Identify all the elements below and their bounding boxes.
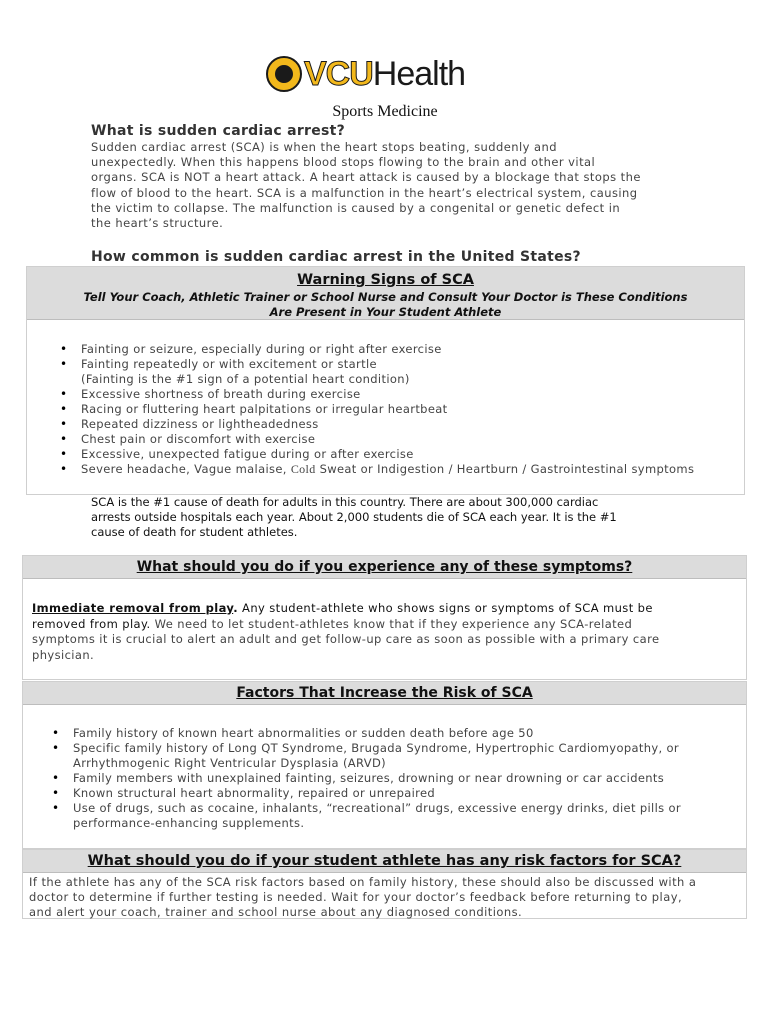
logo-vcu-text: VCU [304,55,373,93]
list-item [57,462,737,477]
heading-what-is-sca: What is sudden cardiac arrest? [91,123,346,139]
warning-signs-title: Warning Signs of SCA [297,272,474,288]
risk-action-title: What should you do if your student athlete has any risk factors for SCA? [87,853,682,869]
list-item-text: Fainting repeatedly or with excitement or startle [81,357,377,371]
list-item-text: Use of drugs, such as cocaine, inhalants, “recreational” drugs, excessive energy drinks, diet pills or [73,801,681,815]
symptoms-line: We need to let student-athletes know that if they experience any SCA-related [150,616,633,631]
symptoms-line: physician. [32,647,95,662]
vcu-health-logo [266,56,465,92]
risk-factors-title: Factors That Increase the Risk of SCA [236,685,533,701]
warning-subtitle-line: Are Present in Your Student Athlete [269,304,502,319]
list-item [49,726,739,741]
risk-factors-list [49,726,739,831]
stats-line: arrests outside hospitals each year. About 2,000 students die of SCA each year. It is the #1 [91,510,617,524]
page-subtitle: Sports Medicine [332,103,438,120]
list-item-text: performance-enhancing supplements. [73,816,305,830]
stats-line: SCA is the #1 cause of death for adults in this country. There are about 300,000 cardiac [91,495,599,509]
risk-factors-header [23,682,746,705]
list-item-text-cold: Cold [290,462,316,476]
risk-line: and alert your coach, trainer and school nurse about any diagnosed conditions. [29,905,523,919]
list-item-text: Family members with unexplained fainting, seizures, drowning or near drowning or car accidents [73,771,665,785]
stats-line: cause of death for student athletes. [91,525,298,539]
risk-factors-box [22,681,747,849]
risk-action-text [29,875,741,920]
symptoms-box [22,555,747,680]
list-item: • Repeated dizziness or lightheadedness [57,417,737,432]
risk-line: If the athlete has any of the SCA risk factors based on family history, these should also be discussed with a [29,875,697,889]
list-item-note: (Fainting is the #1 sign of a potential heart condition) [81,372,410,386]
warning-signs-header [27,267,744,320]
vcu-seal-icon [266,56,302,92]
list-item: • Racing or fluttering heart palpitations or irregular heartbeat [57,402,737,417]
symptoms-header [23,556,746,579]
symptoms-line: removed from play. [32,616,151,631]
list-item-text: Severe headache, Vague malaise, [81,462,291,476]
immediate-removal-lead: Immediate removal from play [32,601,234,615]
list-item [49,771,739,786]
warning-subtitle-line: Tell Your Coach, Athletic Trainer or School Nurse and Consult Your Doctor is These Conditions [83,290,688,304]
intro-line: the heart’s structure. [91,216,224,231]
warning-signs-box [26,266,745,495]
warning-signs-subtitle [27,290,744,319]
heading-how-common: How common is sudden cardiac arrest in the United States? [91,249,581,265]
logo-health-text: Health [372,55,466,93]
list-item: • Excessive shortness of breath during exercise [57,387,737,402]
symptoms-line: symptoms it is crucial to alert an adult and get follow-up care as soon as possible with a primary care [32,632,660,646]
list-item: • Excessive, unexpected fatigue during or after exercise [57,447,737,462]
list-item-text: Arrhythmogenic Right Ventricular Dysplasia (ARVD) [73,756,386,770]
list-item [49,786,739,801]
intro-line: Sudden cardiac arrest (SCA) is when the heart stops beating, suddenly and [91,140,558,154]
risk-line: doctor to determine if further testing is needed. Wait for your doctor’s feedback before returning to play, [29,890,683,904]
intro-line: organs. SCA is NOT a heart attack. A heart attack is caused by a blockage that stops the [91,170,641,185]
list-item-text: Sweat or Indigestion / Heartburn / Gastrointestinal symptoms [315,462,695,476]
list-item-text: Known structural heart abnormality, repaired or unrepaired [73,786,436,800]
stats-paragraph [91,495,711,540]
warning-signs-list [57,342,737,477]
risk-action-header [23,850,746,873]
list-item [57,357,737,387]
list-item: • Chest pain or discomfort with exercise [57,432,737,447]
intro-line: flow of blood to the heart. SCA is a malfunction in the heart’s electrical system, causing [91,185,638,200]
list-item-text: Family history of known heart abnormalities or sudden death before age 50 [73,726,534,740]
intro-line: the victim to collapse. The malfunction is caused by a congenital or genetic defect in [91,200,621,215]
list-item [49,801,739,831]
symptoms-title: What should you do if you experience any of these symptoms? [136,559,633,575]
intro-line: unexpectedly. When this happens blood stops flowing to the brain and other vital [91,155,596,170]
list-item [49,741,739,771]
risk-action-box [22,849,747,919]
symptoms-line: Any student-athlete who shows signs or symptoms of SCA must be [238,601,653,615]
list-item: • Fainting or seizure, especially during or right after exercise [57,342,737,357]
symptoms-text: Immediate removal from play. Any student-athlete who shows signs or symptoms of SCA must be removed from play. We need to let student-athletes know that if they experience any SCA-related symptoms it is crucial to alert an adult and get follow-up care as soon as possible with a primary care physician. [32,601,732,663]
intro-paragraph [91,140,691,231]
list-item-text: Specific family history of Long QT Syndrome, Brugada Syndrome, Hypertrophic Cardiomyopathy, or [73,741,680,755]
